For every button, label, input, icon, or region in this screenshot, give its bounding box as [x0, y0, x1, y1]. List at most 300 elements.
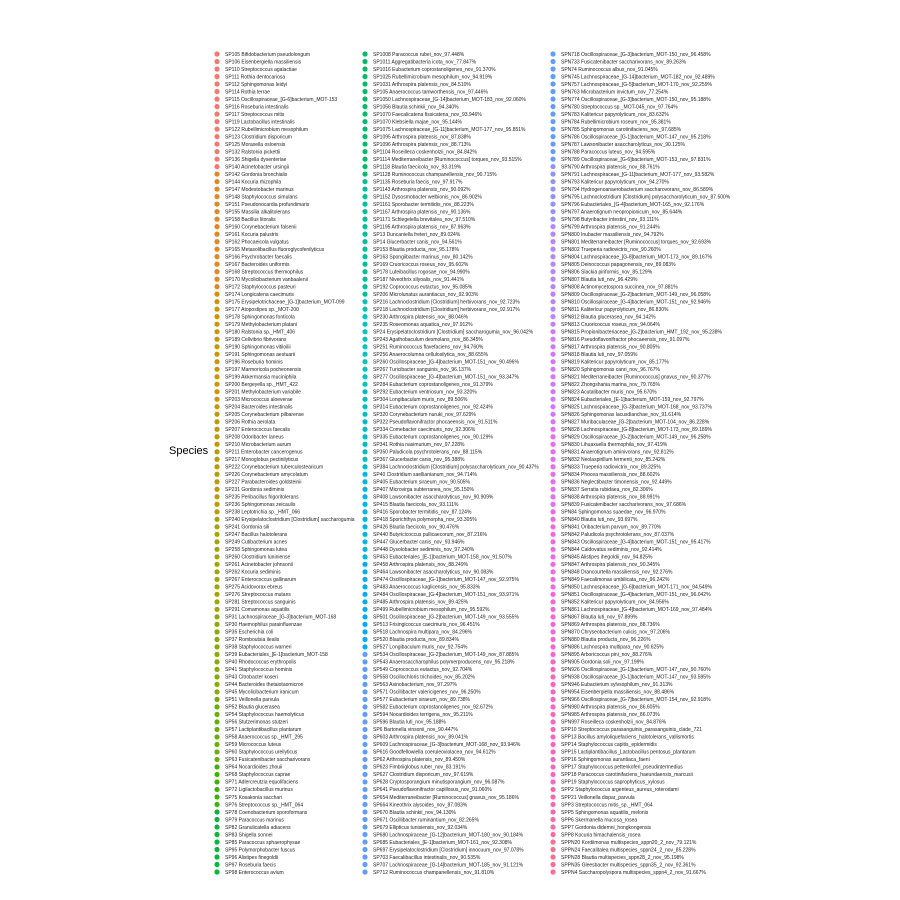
- legend-label-189: SP527 Longibaculum muris_nov_92.754%: [373, 644, 468, 651]
- legend-key-86: [214, 697, 219, 702]
- legend-key-294: [550, 607, 555, 612]
- legend-label-312: SPP14 Staphylococcus capitis_epidermidis: [561, 742, 657, 749]
- legend-label-252: SPN809 Oscillospiraceae_[G-2]bacterium_MOT-149_nov_96.058%: [561, 291, 711, 298]
- legend-label-62: SP240 Erysipelatoclostridium [Clostridium] saccharogumia: [225, 517, 355, 524]
- legend-key-289: [550, 569, 555, 574]
- legend-key-327: [550, 854, 555, 859]
- legend-label-211: SP670 Blautia schinkii_nov_94.130%: [373, 809, 456, 816]
- legend-label-224: SPN757 Lachnospiraceae_[G-5]bacterium_MOT-170_nov_92.259%: [561, 81, 712, 88]
- legend-key-7: [214, 104, 219, 109]
- legend-label-26: SP165 Metasolibacillus fluoroglycofenilyticus: [225, 246, 325, 253]
- legend-label-291: SPN850 Lachnospiraceae_[G-6]bacterium_MOT-171_nov_94.549%: [561, 584, 712, 591]
- legend-label-93: SP60 Staphylococcus ureilyticus: [225, 749, 298, 756]
- legend-label-152: SP267 Turicibacter sanguinis_nov_96.137%: [373, 366, 472, 373]
- legend-key-328: [550, 862, 555, 867]
- legend-label-42: SP197 Marmoricola pocheonensis: [225, 366, 302, 373]
- legend-key-132: [362, 217, 367, 222]
- legend-label-205: SP623 Fimbriiglobus ruber_nov_83.191%: [373, 764, 466, 771]
- legend-key-79: [214, 644, 219, 649]
- legend-key-56: [214, 472, 219, 477]
- legend-label-103: SP82 Granulicatella adiacens: [225, 824, 291, 831]
- legend-label-130: SP1161 Sporobacter termitidis_nov_88.223%: [373, 201, 474, 208]
- legend-label-304: SPN946 Eubacterium sylvsophilum_nov_91.313%: [561, 682, 673, 689]
- legend-key-297: [550, 629, 555, 634]
- legend-key-221: [550, 59, 555, 64]
- legend-label-83: SP43 Citrobacter koseri: [225, 674, 278, 681]
- legend-label-77: SP35 Escherichia coli: [225, 629, 274, 636]
- legend-key-146: [362, 322, 367, 327]
- legend-key-107: [214, 854, 219, 859]
- legend-label-185: SP501 Oscillospiraceae_[G-2]bacterium_MOT-149_nov_93.555%: [373, 614, 519, 621]
- legend-label-296: SPN869 Arthrospira platensis_nov_88.736%: [561, 622, 660, 629]
- legend-key-155: [362, 389, 367, 394]
- legend-label-202: SP609 Lachnospiraceae_[G-3]bacterium_MOT-168_nov_93.946%: [373, 742, 521, 749]
- legend-label-315: SPP17 Staphylococcus pettenkoferi_pseudintermedius: [561, 764, 683, 771]
- legend-key-228: [550, 111, 555, 116]
- legend-key-269: [550, 419, 555, 424]
- legend-label-309: SPN997 Roseilleca coskenholzii_nov_84.876%: [561, 719, 667, 726]
- legend-key-284: [550, 532, 555, 537]
- legend-key-158: [362, 412, 367, 417]
- legend-label-94: SP63 Fusicatenibacter saccharivorans: [225, 757, 311, 764]
- legend-key-185: [362, 614, 367, 619]
- legend-label-63: SP241 Gordonia sili: [225, 524, 270, 531]
- legend-key-127: [362, 179, 367, 184]
- legend-key-329: [550, 869, 555, 874]
- legend-key-188: [362, 637, 367, 642]
- legend-label-30: SP170 Mycolicibacterium vanbaalenii: [225, 276, 308, 283]
- legend-key-10: [214, 126, 219, 131]
- legend-key-237: [550, 179, 555, 184]
- legend-key-268: [550, 412, 555, 417]
- legend-label-217: SP703 Faecalibacillus intestinalis_nov_90.535%: [373, 854, 481, 861]
- legend-key-3: [214, 74, 219, 79]
- legend-label-290: SPN849 Faecalimonas umbilicata_nov_96.242%: [561, 577, 670, 584]
- legend-key-226: [550, 96, 555, 101]
- legend-label-275: SPN833 Trueperia radiovictrix_nov_89.325%: [561, 464, 661, 471]
- legend-key-245: [550, 239, 555, 244]
- legend-key-234: [550, 156, 555, 161]
- legend-key-153: [362, 374, 367, 379]
- legend-key-255: [550, 314, 555, 319]
- legend-label-216: SP697 Erysipelatoclostridium [Clostridium] innocuum_nov_97.078%: [373, 847, 524, 854]
- legend-key-93: [214, 749, 219, 754]
- legend-label-21: SP155 Massilia alkalitolerans: [225, 209, 291, 216]
- legend-label-144: SP218 Lachnoclostridium [Clostridium] herbivorans_nov_92.917%: [373, 306, 520, 313]
- legend-label-266: SPN824 Eubacteriales_[E-1]bacterium_MOT-159_nov_92.797%: [561, 397, 704, 404]
- legend-key-314: [550, 757, 555, 762]
- legend-label-40: SP191 Sphingomonas aestuarii: [225, 351, 296, 358]
- legend-label-247: SPN804 Lachnospiraceae_[G-8]bacterium_MOT-173_nov_89.167%: [561, 254, 712, 261]
- legend-label-140: SP187 Niveothrix silyoalis_nov_91.441%: [373, 276, 464, 283]
- legend-key-124: [362, 156, 367, 161]
- legend-label-167: SP405 Eubacterium siraeum_nov_90.505%: [373, 479, 471, 486]
- legend-label-109: SP98 Enterococcus avium: [225, 869, 284, 876]
- legend-label-200: SP6 Bartonella vinsonii_nov_90.447%: [373, 727, 458, 734]
- legend-label-287: SPN845 Alistipes ihegoldii_nov_94.825%: [561, 554, 653, 561]
- legend-key-113: [362, 74, 367, 79]
- legend-key-126: [362, 171, 367, 176]
- legend-entries: [214, 51, 730, 875]
- legend-label-90: SP57 Lactiplantibacillus plantarum: [225, 727, 302, 734]
- legend-key-325: [550, 839, 555, 844]
- legend-label-110: SP1008 Paracoccus rubei_nov_97.448%: [373, 51, 465, 58]
- legend-title: Species: [169, 445, 209, 457]
- legend-key-191: [362, 659, 367, 664]
- legend-key-61: [214, 509, 219, 514]
- legend-label-262: SPN820 Sphingomonas canri_nov_96.767%: [561, 366, 660, 373]
- legend-label-273: SPN831 Anaerotignum aminivorans_nov_92.812%: [561, 449, 674, 456]
- legend-key-198: [362, 712, 367, 717]
- legend-label-0: SP105 Bifidobacterium pseudolongum: [225, 51, 311, 58]
- legend-label-180: SP474 Oscillospiraceae_[G-1]bacterium_MOT-147_nov_92.975%: [373, 577, 519, 584]
- legend-key-274: [550, 457, 555, 462]
- legend-key-238: [550, 186, 555, 191]
- legend-label-49: SP206 Rothia aerolata: [225, 419, 276, 426]
- legend-key-106: [214, 847, 219, 852]
- legend-key-14: [214, 156, 219, 161]
- legend-key-324: [550, 832, 555, 837]
- legend-key-13: [214, 149, 219, 154]
- legend-label-227: SPN780 Streptococcus sp._MOT-045_nov_97.764%: [561, 104, 678, 111]
- legend-key-214: [362, 832, 367, 837]
- legend-key-279: [550, 494, 555, 499]
- legend-key-125: [362, 164, 367, 169]
- legend-label-228: SPN783 Kalitericur papyrolyticum_nov_83.632%: [561, 111, 669, 118]
- legend-label-311: SPP13 Bacillus amyloliquefaciens_halotolerans_vallismortis: [561, 734, 694, 741]
- legend-key-115: [362, 89, 367, 94]
- legend-label-9: SP119 Lactobacillus intestinalis: [225, 119, 295, 126]
- legend-label-14: SP136 Shigella dysenteriae: [225, 156, 287, 163]
- legend-label-43: SP199 Akkermansia muciniphila: [225, 374, 297, 381]
- legend-label-219: SP712 Ruminococcus champanellensis_nov_91.810%: [373, 869, 495, 876]
- legend-key-30: [214, 277, 219, 282]
- legend-label-305: SPN954 Eisenbergiella massiliensis_nov_88.486%: [561, 689, 675, 696]
- legend-label-65: SP249 Cutibacterium acnes: [225, 539, 287, 546]
- legend-key-224: [550, 81, 555, 86]
- legend-label-38: SP189 Cellvibrio fibrivorans: [225, 336, 287, 343]
- legend-label-111: SP1011 Aggregatibacteria icota_nov_77.847%: [373, 59, 477, 66]
- legend-label-154: SP284 Eubacterium coprostanoligenes_nov_91.379%: [373, 382, 493, 389]
- legend-label-325: SPPN20 Kordiimonas multispecies_sppn20_2_nov_79.121%: [561, 839, 697, 846]
- legend-key-177: [362, 554, 367, 559]
- legend-label-172: SP418 Sporichthya polymorpha_nov_93.305%: [373, 517, 477, 524]
- legend-key-170: [362, 502, 367, 507]
- legend-label-203: SP616 Goodfellowiella coeruleoviolacea_nov_94.612%: [373, 749, 496, 756]
- legend-label-29: SP168 Streptococcus thermophilus: [225, 269, 304, 276]
- legend-key-81: [214, 659, 219, 664]
- legend-label-92: SP59 Micrococcus luteus: [225, 742, 282, 749]
- legend-key-301: [550, 659, 555, 664]
- legend-key-130: [362, 201, 367, 206]
- legend-label-173: SP426 Blautia faecicola_nov_90.476%: [373, 524, 460, 531]
- legend-key-144: [362, 307, 367, 312]
- legend-label-313: SPP15 Lactiplantibacillus_Lactobacillus pentosus_plantarum: [561, 749, 696, 756]
- legend-key-54: [214, 457, 219, 462]
- legend-key-137: [362, 254, 367, 259]
- legend-key-210: [362, 802, 367, 807]
- legend-label-168: SP407 Microvirga subterranea_nov_95.150%: [373, 487, 474, 494]
- legend-key-286: [550, 547, 555, 552]
- legend-label-118: SP1070 Faecalicatena fissicatena_nov_93.946%: [373, 111, 482, 118]
- legend-key-212: [362, 817, 367, 822]
- legend-key-229: [550, 119, 555, 124]
- legend-label-157: SP314 Eubacterium coprostanoligenes_nov_92.424%: [373, 404, 493, 411]
- legend-label-199: SP596 Blautia luti_nov_95.188%: [373, 719, 446, 726]
- legend-label-221: SPN733 Fusicatenibacter saccharivorans_nov_89.263%: [561, 59, 687, 66]
- legend-key-250: [550, 277, 555, 282]
- legend-label-71: SP275 Acidovorax ebreus: [225, 584, 283, 591]
- legend-label-282: SPN840 Blautia luti_nov_93.697%: [561, 517, 638, 524]
- legend-key-129: [362, 194, 367, 199]
- legend-key-45: [214, 389, 219, 394]
- legend-key-175: [362, 539, 367, 544]
- legend-label-74: SP291 Comamonas aquatilis: [225, 607, 290, 614]
- legend-label-87: SP52 Blautia glucerasea: [225, 704, 280, 711]
- legend-label-95: SP64 Nocardioides zhouii: [225, 764, 283, 771]
- legend-key-166: [362, 472, 367, 477]
- legend-label-68: SP261 Acinetobacter johnsonii: [225, 562, 293, 569]
- legend-label-256: SPN813 Cruoricoccus roseus_nov_94.064%: [561, 321, 660, 328]
- legend-key-11: [214, 134, 219, 139]
- legend-key-43: [214, 374, 219, 379]
- legend-label-99: SP75 Kosakonia sacchari: [225, 794, 282, 801]
- legend-key-309: [550, 719, 555, 724]
- legend-key-270: [550, 427, 555, 432]
- legend-label-192: SP549 Coprococcus eutactus_nov_92.704%: [373, 667, 473, 674]
- legend-key-207: [362, 779, 367, 784]
- legend-key-178: [362, 562, 367, 567]
- legend-key-44: [214, 382, 219, 387]
- legend-key-181: [362, 584, 367, 589]
- legend-key-235: [550, 164, 555, 169]
- legend-key-298: [550, 637, 555, 642]
- legend-label-279: SPN838 Arthrospira platensis_nov_88.991%: [561, 494, 660, 501]
- legend-label-12: SP125 Moraxella osloensis: [225, 141, 286, 148]
- legend-key-243: [550, 224, 555, 229]
- legend-label-17: SP144 Kocuria rhizophila: [225, 179, 282, 186]
- legend-label-299: SPN886 Lachnospira multipara_nov_90.625%: [561, 644, 664, 651]
- legend-label-37: SP180 Ralstonia sp._HMT_406: [225, 329, 296, 336]
- legend-key-217: [362, 854, 367, 859]
- legend-label-176: SP448 Dysolobacter sediminis_nov_97.240%: [373, 547, 475, 554]
- legend-label-190: SP534 Oscillospiraceae_[G-2]bacterium_MOT-149_nov_87.885%: [373, 652, 519, 659]
- legend-key-305: [550, 689, 555, 694]
- legend-label-126: SP1128 Ruminococcus champanellensis_nov_90.715%: [373, 171, 497, 178]
- legend-label-101: SP78 Coenobacterium sporoformans: [225, 809, 308, 816]
- legend-key-68: [214, 562, 219, 567]
- legend-key-206: [362, 772, 367, 777]
- legend-label-274: SPN832 Neolaspirillum fermenti_nov_85.242%: [561, 457, 666, 464]
- legend-key-296: [550, 622, 555, 627]
- legend-label-166: SP40 Clostridium saellianianum_nov_94.714%: [373, 472, 477, 479]
- legend-key-148: [362, 337, 367, 342]
- legend-label-257: SPN815 Propionibacteriaceae_[G-2]bacterium_HMT_192_nov_95.238%: [561, 329, 722, 336]
- legend-label-293: SPN852 Kalitericur papyrolyticum_nov_84.956%: [561, 599, 669, 606]
- legend-key-220: [550, 51, 555, 56]
- legend-label-25: SP162 Phocaeicola vulgatus: [225, 239, 289, 246]
- legend-key-39: [214, 344, 219, 349]
- legend-label-27: SP166 Psychrobacter faecalis: [225, 254, 292, 261]
- legend-label-246: SPN802 Trueperia radiovictrix_nov_90.260%: [561, 246, 661, 253]
- legend-key-184: [362, 607, 367, 612]
- legend-label-133: SP1195 Arthrospira platensis_nov_87.963%: [373, 224, 471, 231]
- legend-label-245: SPN801 Mediterraneibacter [Ruminococcus] torques_nov_92.693%: [561, 239, 712, 246]
- legend-label-191: SP543 Anaerosaccharophilus polymerproducens_nov_95.218%: [373, 659, 515, 666]
- legend-key-222: [550, 66, 555, 71]
- legend-label-318: SPP2 Staphylococcus argenteus_aureus_roterodami: [561, 787, 679, 794]
- legend-label-135: SP14 Glucerbacter canis_nov_94.561%: [373, 239, 462, 246]
- legend-label-108: SP97 Roseburia faecis: [225, 862, 276, 869]
- legend-key-35: [214, 314, 219, 319]
- legend-key-248: [550, 262, 555, 267]
- legend-key-83: [214, 674, 219, 679]
- legend-key-65: [214, 539, 219, 544]
- legend-label-149: SP251 Ruminococcus flavefaciens_nov_94.760%: [373, 344, 484, 351]
- legend-key-22: [214, 217, 219, 222]
- legend-label-183: SP485 Arthrospira platensis_nov_89.425%: [373, 599, 469, 606]
- legend-label-47: SP204 Bacteroides intestinalis: [225, 404, 293, 411]
- legend-label-91: SP58 Anaerococcus sp._HMT_295: [225, 734, 303, 741]
- legend-label-207: SP628 Cryptosporangium minutisporangium_nov_96.087%: [373, 779, 505, 786]
- legend-label-113: SP1025 Rubellimicrobium mesophilum_nov_94.919%: [373, 74, 493, 81]
- legend-label-45: SP201 Methylobacterium variabile: [225, 389, 301, 396]
- legend-label-85: SP45 Mycolicibacterium iranicum: [225, 689, 299, 696]
- legend-key-171: [362, 509, 367, 514]
- legend-label-289: SPN848 Drancourtella massiliensis_nov_92.276%: [561, 569, 673, 576]
- legend-label-53: SP211 Enterobacter cancerogenus: [225, 449, 303, 456]
- legend-key-154: [362, 382, 367, 387]
- legend-key-96: [214, 772, 219, 777]
- legend-key-9: [214, 119, 219, 124]
- legend-key-317: [550, 779, 555, 784]
- legend-label-198: SP594 Nocardioides terrigena_nov_95.211%: [373, 712, 473, 719]
- legend-label-328: SPPN35 Gleesbacter multispecies_sppn35_2_nov_92.361%: [561, 862, 696, 869]
- legend-label-209: SP654 Mediterraneibacter [Ruminococcus] gnavus_nov_95.186%: [373, 794, 519, 801]
- legend-key-318: [550, 787, 555, 792]
- legend-key-320: [550, 802, 555, 807]
- legend-label-158: SP320 Corynebacterium nuruki_nov_97.629%: [373, 412, 476, 419]
- legend-key-108: [214, 862, 219, 867]
- legend-label-251: SPN808 Actinomycetospora succinea_nov_97.881%: [561, 284, 678, 291]
- legend-label-230: SPN785 Sphingomonas carotinifaciens_nov_97.685%: [561, 126, 682, 133]
- legend-label-284: SPN842 Paludicola psychrotolerans_nov_87.037%: [561, 532, 675, 539]
- legend-label-196: SP577 Eubacterium siraeum_nov_89.738%: [373, 697, 471, 704]
- legend-label-239: SPN795 Lachnoclostridium [Clostridium] polysaccharolyticum_nov_87.500%: [561, 194, 731, 201]
- legend-label-250: SPN807 Blautia luti_nov_96.429%: [561, 276, 638, 283]
- legend-label-294: SPN861 Lachnospiraceae_[G-4]bacterium_MOT-169_nov_97.484%: [561, 607, 712, 614]
- legend-label-33: SP175 Erysipelotrichaceae_[G-1]bacterium_MOT-099: [225, 299, 345, 306]
- legend-key-122: [362, 141, 367, 146]
- legend-key-37: [214, 329, 219, 334]
- legend-label-105: SP85 Paracoccus sphaerophysae: [225, 839, 301, 846]
- legend-label-236: SPN791 Lachnospiraceae_[G-11]bacterium_MOT-177_nov_93.582%: [561, 171, 715, 178]
- legend-key-104: [214, 832, 219, 837]
- legend-key-312: [550, 742, 555, 747]
- legend-label-295: SPN867 Blautia luti_nov_97.899%: [561, 614, 638, 621]
- legend-key-74: [214, 607, 219, 612]
- legend-label-98: SP72 Ligilactobacillus murinus: [225, 787, 293, 794]
- legend-key-223: [550, 74, 555, 79]
- legend-label-204: SP62 Arthrospira platensis_nov_89.450%: [373, 757, 466, 764]
- legend-key-18: [214, 186, 219, 191]
- legend-key-28: [214, 262, 219, 267]
- legend-key-19: [214, 194, 219, 199]
- legend-label-277: SPN836 Neglectibacter timonensis_nov_92.449%: [561, 479, 672, 486]
- legend-key-282: [550, 517, 555, 522]
- legend-label-280: SPN839 Fusicatenibacter saccharivorans_nov_97.686%: [561, 502, 687, 509]
- legend-key-242: [550, 217, 555, 222]
- legend-label-160: SP334 Comebacter caecimuris_nov_92.306%: [373, 427, 476, 434]
- legend-key-263: [550, 374, 555, 379]
- legend-label-102: SP79 Paracoccus marinus: [225, 817, 284, 824]
- legend-key-121: [362, 134, 367, 139]
- legend-key-230: [550, 126, 555, 131]
- legend-key-52: [214, 442, 219, 447]
- legend-label-171: SP416 Sporobacter termitidis_nov_87.124%: [373, 509, 472, 516]
- legend-label-261: SPN819 Kalitericur papyrolyticum_nov_85.177%: [561, 359, 669, 366]
- legend-key-216: [362, 847, 367, 852]
- legend-label-285: SPN843 Oscillospiraceae_[G-4]bacterium_MOT-151_nov_95.417%: [561, 539, 711, 546]
- legend-key-264: [550, 382, 555, 387]
- legend-label-184: SP499 Rubellimicrobium mesophilum_nov_95.592%: [373, 607, 490, 614]
- legend-key-17: [214, 179, 219, 184]
- legend-key-199: [362, 719, 367, 724]
- legend-label-61: SP238 Leptotrichia sp._HMT_066: [225, 509, 301, 516]
- legend-label-159: SP322 Pseudoflavonifractor phocaeensis_nov_91.511%: [373, 419, 498, 426]
- legend-label-321: SPP5 Sphingomonas aquatilis_melonis: [561, 809, 649, 816]
- legend-key-78: [214, 637, 219, 642]
- legend-label-206: SP627 Clostridium disporicum_nov_97.619%: [373, 772, 474, 779]
- legend-key-97: [214, 779, 219, 784]
- legend-key-29: [214, 269, 219, 274]
- legend-label-240: SPN796 Eubacteriales_[G-4]bacterium_MOT-165_nov_92.176%: [561, 201, 705, 208]
- legend-label-10: SP122 Rubellimicrobium mesophilum: [225, 126, 309, 133]
- legend-key-244: [550, 232, 555, 237]
- legend-label-59: SP235 Peribacillus frigoritolerans: [225, 494, 299, 501]
- legend-key-232: [550, 141, 555, 146]
- legend-key-156: [362, 397, 367, 402]
- legend-key-236: [550, 171, 555, 176]
- legend-label-283: SPN841 Oribacterium parvum_nov_89.770%: [561, 524, 662, 531]
- legend-label-272: SPN830 Lihuaxuella thermophila_nov_97.419%: [561, 442, 668, 449]
- legend-key-168: [362, 487, 367, 492]
- legend-label-124: SP1114 Mediterraneibacter [Ruminococcus] torques_nov_93.515%: [373, 156, 522, 163]
- legend-key-183: [362, 599, 367, 604]
- legend-key-219: [362, 869, 367, 874]
- legend-key-204: [362, 757, 367, 762]
- legend-label-80: SP39 Eubacteriales_[E-1]bacterium_MOT-158: [225, 652, 328, 659]
- legend-label-258: SPN816 Pseudoflavonifractor phocaeensis_nov_91.097%: [561, 336, 690, 343]
- legend-key-174: [362, 532, 367, 537]
- legend-label-131: SP1167 Arthrospira platensis_nov_90.136%: [373, 209, 471, 216]
- legend-key-321: [550, 809, 555, 814]
- legend-key-114: [362, 81, 367, 86]
- legend-key-180: [362, 577, 367, 582]
- legend-label-301: SPN905 Gordonia soli_nov_97.199%: [561, 659, 644, 666]
- legend-key-322: [550, 817, 555, 822]
- legend-key-47: [214, 404, 219, 409]
- legend-key-203: [362, 749, 367, 754]
- legend-key-60: [214, 502, 219, 507]
- legend-label-129: SP1152 Dysosmobacter welbionis_nov_86.902%: [373, 194, 482, 201]
- legend-label-235: SPN790 Arthrospira platensis_nov_88.761%: [561, 164, 660, 171]
- legend-key-277: [550, 479, 555, 484]
- legend-label-197: SP582 Eubacterium coprostanoligenes_nov_92.672%: [373, 704, 493, 711]
- legend-label-164: SP367 Glucerbacter canis_nov_95.388%: [373, 457, 465, 464]
- legend-label-208: SP641 Pseudoflavonifractor capillosus_nov_91.060%: [373, 787, 492, 794]
- legend-key-190: [362, 652, 367, 657]
